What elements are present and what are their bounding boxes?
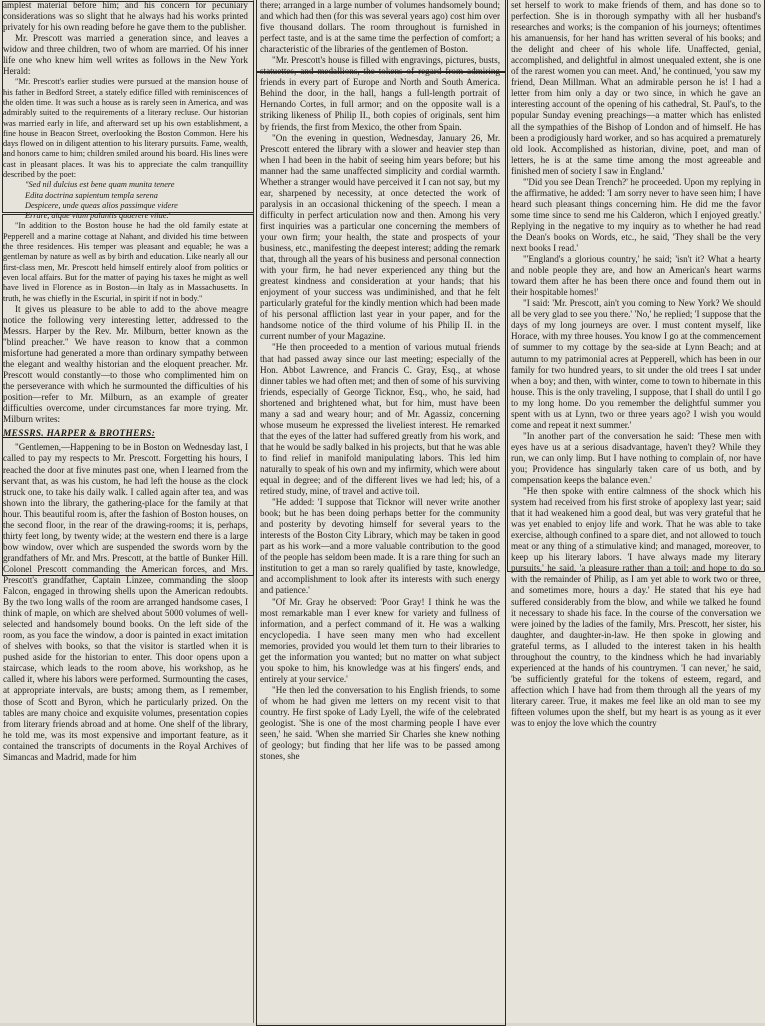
paragraph: "I said: 'Mr. Prescott, ain't you coming to New York? We should all be very glad to see you there.' 'No,' he replied; 'I suppose that the days of my long journeys are over. I must content myself, like Horace, with my three houses. You know I go at the commencement of summer to my cottage by the sea-side at Lynn Beach; and at autumn to my patrimonial acres at Pepperell, which has been in our family for two hundred years, to sit under the old trees I sat under when a boy; and then, with winter, come to town to hibernate in this house. This is the only traveling, I suppose, that I shall do until I go to my long home. Do you remember the delightful summer you spent with us at Lynn, two or three years ago? I wish you would come and repeat it next summer.' bbox=[511, 298, 761, 430]
paragraph: "On the evening in question, Wednesday, January 26, Mr. Prescott entered the library with a slower and heavier step than when I had been in the habit of seeing him years before; but his manner had the same unaffected simplicity and cordial warmth. Whether a stranger would have perceived it I can not say, but my ear, sharpened by necessity, at once detected the work of paralysis in an occasional thickening of the speech. I mean a difficulty in perfect articulation now and then. Among his very first inquiries was a particular one concerning the members of your own firm; your health, the state and prospects of your business, etc., manifesting the deepest interest; adding the remark that, through all the years of his business and personal connection with your firm, he had never experienced any thing but the greatest kindness and consideration at your hands; that his enjoyment of your success was undiminished, and that he felt particularly grateful for the kindly mention which had been made of his personal affliction last year in your paper, and for the handsome notice of the third volume of his Philip II. in the current number of your Magazine. bbox=[260, 132, 500, 342]
paragraph: there; arranged in a large number of volumes handsomely bound; and which had then (for this was several years ago) cost him over five thousand dollars. The room throughout is furnished in perfect taste, and is at the same time the perfection of comfort; a characteristic of the libraries of the gentlemen of Boston. bbox=[260, 0, 500, 55]
verse-line: "Sed nil dulcius est bene quam munita tenere bbox=[25, 180, 175, 190]
paragraph: "He then led the conversation to his English friends, to some of whom he had given me letters on my recent visit to that country. He first spoke of Lady Lyell, the wife of the celebrated geologist. 'She is one of the most charming people I have ever seen,' he said. 'When she married Sir Charles she knew nothing of geology; but finding that her life was to be passed among stones, she bbox=[260, 684, 500, 762]
paragraph: "He then spoke with entire calmness of the shock which his system had received from his first stroke of apoplexy last year; said that it had weakened him a good deal, but was very grateful that he was yet enabled to enjoy life and work. That he was able to take exercise, although confined to a spare diet, and not allowed to touch meat or any thing of a stimulative kind; and managed, moreover, to keep up his literary labors. 'I have always made my literary pursuits,' he said, 'a pleasure rather than a toil; and hope to do so with the remainder of Philip, as I am yet able to work two or three, and sometimes more, hours a day.' He stated that his eye had suffered considerably from the blow, and while we talked he found it necessary to shade his face. In the course of the conversation we were joined by the ladies of the family, Mrs. Prescott, her sister, his daughter, and daughter-in-law. He then spoke in glowing and grateful terms, as I alluded to the interest taken in his health throughout the country, to the kindness which he had invariably experienced at the hands of his countrymen. 'I can never,' he said, 'be sufficiently grateful for the tokens of esteem, regard, and affection which I have had from them through all the years of my literary career. True, it makes me feel like an old man to see my fifteen volumes upon the shelf, but my heart is as young as it ever was to enjoy the love which the country bbox=[511, 486, 761, 729]
letter-salutation-heading: MESSRS. HARPER & BROTHERS: bbox=[3, 429, 156, 440]
clipping-outline bbox=[507, 0, 765, 572]
paragraph: Mr. Prescott was married a generation since, and leaves a widow and three children, two of whom are married. Of his inner life one who knew him well writes as follows in the New York Herald: bbox=[3, 33, 248, 77]
clipping-outline bbox=[256, 0, 506, 72]
paragraph: "Mr. Prescott's house is filled with engravings, pictures, busts, statuettes, and medallions, the tokens of regard from admiring friends in every part of Europe and North and South America. Behind the door, in the hall, hangs a full-length portrait of Hernando Cortes, in full armor; and on the opposite wall is a striking likeness of Philip II., both copies of originals, sent him by friends, the first from Mexico, the other from Spain. bbox=[260, 55, 500, 132]
paragraph: set herself to work to make friends of them, and has done so to perfection. She is in thorough sympathy with all her husband's researches and works; is the companion of his journeys; oftentimes his amanuensis, for her hand has written several of his books; and the delight and cheer of his whole life. Unaffected, genial, accomplished, and delightful in almost unequaled extent, she is one of the rarest women you can meet. And,' he continued, 'you saw my friend, Dean Millman. What an admirable person he is! I had a letter from him only a day or two since, in which he gave an interesting account of the opening of his cathedral, St. Paul's, to the popular Sunday evening preachings—a matter which has enlisted all the sympathies of the Bishop of London and of himself. He has been a prodigiously hard worker, and so has acquired a prematurely old look. Accomplished as historian, divine, poet, and man of letters, he is at the same time among the most agreeable and finished men of society I saw in England.' bbox=[511, 0, 761, 176]
paragraph: "Of Mr. Gray he observed: 'Poor Gray! I think he was the most remarkable man I ever knew for variety and fullness of information, and a perfect command of it. He was a walking encyclopedia. I have seen many men who had excellent memories, provided you would let them turn to their libraries to get the information you wanted; but no matter on what subject you spoke to him, his knowledge was at his fingers' ends, and entirely at your service.' bbox=[260, 596, 500, 684]
clipping-outline bbox=[2, 214, 254, 576]
paragraph: "He added: 'I suppose that Ticknor will never write another book; but he has been doing perhaps better for the community and posterity by devoting himself for several years to the interests of the Boston City Library, which may be taken in good part as his work—and a more valuable contribution to the good of the people has seldom been made. It is a rare thing for such an institution to get a man so rarely qualified by taste, knowledge, and accomplishment to look after its interests with such energy and patience.' bbox=[260, 497, 500, 596]
clipping-outline bbox=[256, 72, 506, 1026]
paragraph: It gives us pleasure to be able to add to the above meagre notice the following very interesting letter, addressed to the Messrs. Harper by the Rev. Mr. Milburn, better known as the "blind preacher." We have reason to know that a common misfortune had generated a more than ordinary sympathy between the elegant and wealthy historian and the eloquent preacher. Mr. Prescott would constantly—to those who complimented him on the perseverance with which he surmounted the difficulties of his position—refer to Mr. Milburn, as an example of greater difficulties overcome, under circumstances far more trying. Mr. Milburn writes: bbox=[3, 303, 248, 425]
paragraph: "'England's a glorious country,' he said; 'isn't it? What a hearty and noble people they are, and how an American's heart warms toward them after he has been there once and found them out in their hospitable homes!' bbox=[511, 254, 761, 298]
clipping-outline bbox=[2, 1, 254, 213]
paragraph: "He then proceeded to a mention of various mutual friends that had passed away since our last meeting; especially of the Hon. Abbot Lawrence, and Francis C. Gray, Esq., at whose dinner tables we had often met; and then of some of his surviving friends, especially of George Ticknor, Esq., who, he said, had shortened and brightened what, but for him, must have been many a sad and weary hour; and of Mr. Agassiz, concerning whose museum he expressed the liveliest interest. He remarked that the eyes of the latter had suffered greatly from his work, and that he would be sadly balked in his projects, but that he was able to find relief in manifold manipulating labors. This led him naturally to speak of his own and my infirmity, which were about equal in degree; and of the different lives we had led; his, of a retired study, mine, of travel and active toil. bbox=[260, 342, 500, 497]
verse-line: Despicere, unde queas alios passimque videre bbox=[25, 200, 178, 210]
paragraph: "'Did you see Dean Trench?' he proceeded. Upon my replying in the affirmative, he added: 'I am sorry never to have seen him; I have heard such pleasant things concerning him. He did me the favor some time since to send me his Calderon, which I enjoyed greatly.' Replying in the negative to my inquiry as to whether he had read the Dean's books on Words, etc., he said, 'They shall be the very next books I read.' bbox=[511, 176, 761, 254]
paragraph: "Mr. Prescott's earlier studies were pursued at the mansion house of his father in Bedford Street, a stately edifice filled with reminiscences of the olden time. It was such a house as is rarely seen in America, and was admirably suited to the requirements of a literary recluse. Our historian was married early in life, and afterward set up his own establishment, a fine house in Beacon Street, overlooking the Boston Common. Here his days flowed on in diligent attention to his literary pursuits. Fame, wealth, and honors came to him; children smiled around his board. His lines were cast in pleasant places. It was his to appreciate the calm tranquillity described by the poet: bbox=[3, 77, 248, 179]
paragraph: "In another part of the conversation he said: 'These men with eyes have us at a serious disadvantage, haven't they? While they run, we can only limp. But I have nothing to complain of, nor have you; Providence has singularly taken care of us both, and by compensation keeps the balance even.' bbox=[511, 430, 761, 486]
paragraph: amplest material before him; and his concern for pecuniary considerations was so slight that he always had his works printed privately for his own reading before he gave them to the publisher. bbox=[3, 0, 248, 33]
paragraph: "Gentlemen,—Happening to be in Boston on Wednesday last, I called to pay my respects to Mr. Prescott. Forgetting his hours, I reached the door at five minutes past one, when I learned from the servant that, as was his custom, he had left the house as the clock struck one, to take his daily walk. I called again after tea, and was shown into the library, the gathering-place for the family at that hour. This beautiful room is, after the fashion of Boston houses, on the second floor, in the rear of the drawing-rooms; it is, perhaps, thirty feet long, by twenty wide; at the western end there is a large bow window, over which are suspended the swords worn by the grandfathers of Mr. and Mrs. Prescott, at the battle of Bunker Hill. Colonel Prescott commanding the American forces, and Mrs. Prescott's grandfather, Captain Linzee, commanding the sloop Falcon, engaged in throwing shells upon the American redoubts. By the two long walls of the room are arranged handsome cases, I think of maple, on which are shelved about 5000 volumes of well-selected and handsomely bound books. On the left side of the room, as you face the window, a door is painted in exact imitation of shelves with books, so that the visitor is startled when it is pushed aside for the historian to enter. This door opens upon a staircase, which leads to the room above, his workshop, as he called it, where his labors were performed. Surmounting the cases, at appropriate intervals, are busts; among them, as I remember, those of Scott and Byron, which he particularly prized. On the tables are many choice and exquisite volumes, presentation copies from literary friends abroad and at home. One shelf of the library, he told me, was its most expensive and important feature, as it contained the transcripts of documents in the Royal Archives of Simancas and Madrid, made for him bbox=[3, 442, 248, 762]
verse-line: Edita doctrina sapientum templa serena bbox=[25, 190, 158, 200]
paragraph: "In addition to the Boston house he had the old family estate at Pepperell and a marine cottage at Nahant, and divided his time between the three residences. His temper was pleasant and equable; he was a gentleman by nature as well as by birth and education. Like nearly all our first-class men, Mr. Prescott held himself entirely aloof from politics or even local affairs. But for the matter of paying his taxes he might as well have lived in Florence as in Boston—in Italy as in Massachusetts. In truth, he was chiefly in the Escurial, in spirit if not in body." bbox=[3, 221, 248, 303]
verse-line: Errare, atque viam palantis quaerere vitae.' bbox=[25, 211, 171, 221]
